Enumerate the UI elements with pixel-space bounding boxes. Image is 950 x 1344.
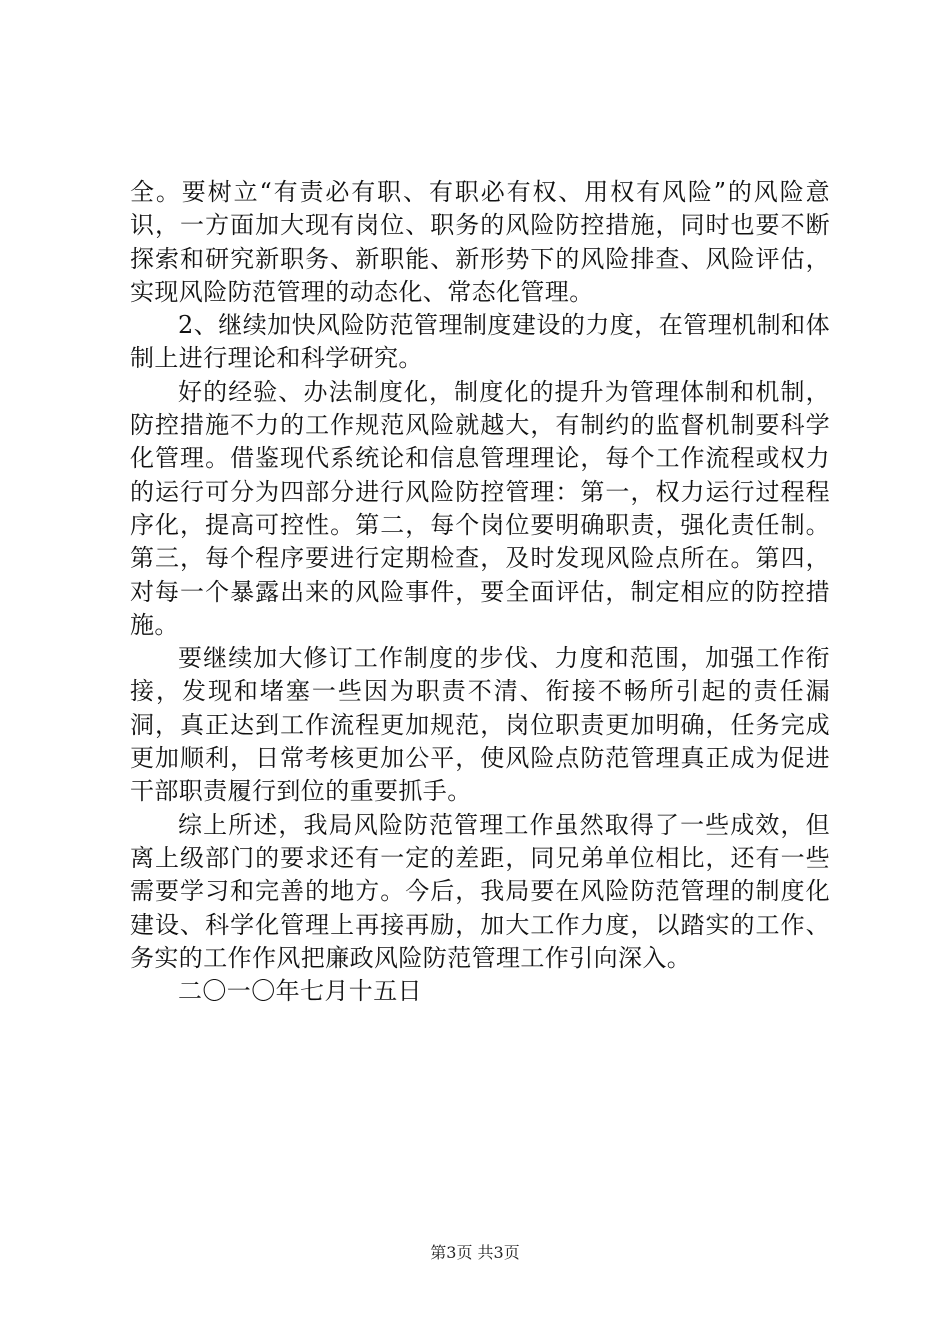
paragraph-revise-system: 要继续加大修订工作制度的步伐、力度和范围，加强工作衔接，发现和堵塞一些因为职责不清、衔接不畅所引起的责任漏洞，真正达到工作流程更加规范，岗位职责更加明确，任务完成更加顺利，日常考核更加公平，使风险点防范管理真正成为促进干部职责履行到位的重要抓手。 bbox=[130, 644, 830, 806]
paragraph-section-2-heading: 2、继续加快风险防范管理制度建设的力度，在管理机制和体制上进行理论和科学研究。 bbox=[130, 311, 830, 373]
page-footer: 第3页 共3页 bbox=[430, 1243, 520, 1262]
document-date: 二〇一〇年七月十五日 bbox=[178, 977, 422, 1006]
document-body bbox=[130, 176, 830, 1008]
paragraph-experience: 好的经验、办法制度化，制度化的提升为管理体制和机制，防控措施不力的工作规范风险就越大，有制约的监督机制要科学化管理。借鉴现代系统论和信息管理理论，每个工作流程或权力的运行可分为四部分进行风险防控管理：第一，权力运行过程程序化，提高可控性。第二，每个岗位要明确职责，强化责任制。第三，每个程序要进行定期检查，及时发现风险点所在。第四，对每一个暴露出来的风险事件，要全面评估，制定相应的防控措施。 bbox=[130, 377, 830, 639]
paragraph-continuation: 全。要树立“有责必有职、有职必有权、用权有风险”的风险意识，一方面加大现有岗位、职务的风险防控措施，同时也要不断探索和研究新职务、新职能、新形势下的风险排查、风险评估，实现风险防范管理的动态化、常态化管理。 bbox=[130, 178, 830, 306]
paragraph-summary: 综上所述，我局风险防范管理工作虽然取得了一些成效，但离上级部门的要求还有一定的差距，同兄弟单位相比，还有一些需要学习和完善的地方。今后，我局要在风险防范管理的制度化建设、科学化管理上再接再励，加大工作力度，以踏实的工作、务实的工作作风把廉政风险防范管理工作引向深入。 bbox=[130, 810, 830, 972]
